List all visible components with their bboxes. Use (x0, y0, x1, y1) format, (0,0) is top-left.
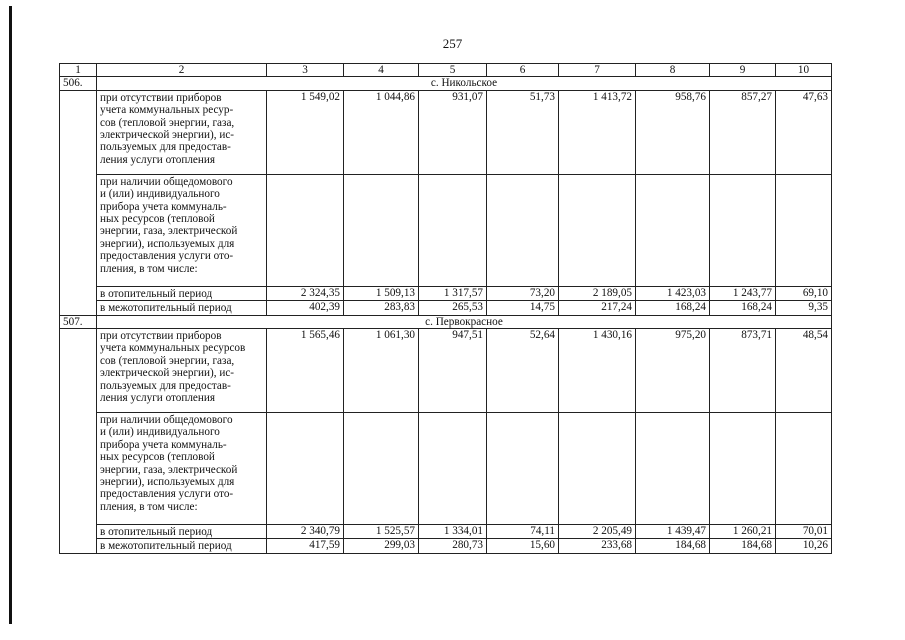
description-line: пления, в том числе: (100, 500, 198, 513)
description-line: энергии, газа, электрической (100, 225, 238, 238)
value-cell: 280,73 (419, 539, 487, 553)
description-line: предоставления услуги ото- (100, 488, 234, 501)
value-cell: 217,24 (559, 301, 636, 315)
value-cell: 70,01 (776, 525, 832, 539)
value-cell: 417,59 (267, 539, 344, 553)
value-cell: 233,68 (559, 539, 636, 553)
table-row (60, 286, 832, 300)
value-cell (776, 413, 832, 525)
value-cell: 299,03 (344, 539, 419, 553)
value-cell: 1 243,77 (710, 286, 776, 300)
description-line: пользуемых для предостав- (100, 379, 231, 392)
column-header: 2 (97, 64, 267, 77)
value-cell: 1 439,47 (636, 525, 710, 539)
value-cell: 1 061,30 (344, 329, 419, 413)
value-cell: 2 324,35 (267, 286, 344, 300)
table-body (60, 64, 832, 554)
description-line: прибора учета коммуналь- (100, 438, 227, 451)
description-line: учета коммунальных ресурсов (100, 342, 246, 355)
value-cell: 1 317,57 (419, 286, 487, 300)
description-line: ных ресурсов (тепловой (100, 451, 215, 464)
value-cell: 51,73 (487, 90, 559, 174)
header-row (60, 64, 832, 77)
description-line: и (или) индивидуального (100, 188, 220, 201)
value-cell: 2 189,05 (559, 286, 636, 300)
value-cell (710, 174, 776, 286)
value-cell: 52,64 (487, 329, 559, 413)
table-row (60, 413, 832, 525)
description-line: в отопительный период (100, 287, 213, 300)
column-header: 7 (559, 64, 636, 77)
description-line: сов (тепловой энергии, газа, (100, 116, 235, 129)
value-cell (776, 174, 832, 286)
column-header: 10 (776, 64, 832, 77)
value-cell: 1 423,03 (636, 286, 710, 300)
section-number: 507. (60, 315, 97, 328)
description-line: учета коммунальных ресур- (100, 104, 234, 117)
row-description (97, 90, 267, 174)
row-description (97, 301, 267, 315)
description-line: при наличии общедомового (100, 414, 233, 427)
value-cell (267, 413, 344, 525)
column-header: 4 (344, 64, 419, 77)
location-row (60, 315, 832, 328)
value-cell (487, 174, 559, 286)
column-header: 6 (487, 64, 559, 77)
description-line: предоставления услуги ото- (100, 250, 234, 263)
value-cell: 73,20 (487, 286, 559, 300)
tariff-table (59, 63, 832, 554)
table-row (60, 525, 832, 539)
value-cell: 947,51 (419, 329, 487, 413)
value-cell: 1 260,21 (710, 525, 776, 539)
value-cell: 74,11 (487, 525, 559, 539)
table-row (60, 539, 832, 553)
description-line: в межотопительный период (100, 540, 232, 553)
value-cell (344, 413, 419, 525)
value-cell: 69,10 (776, 286, 832, 300)
description-line: энергии), используемых для (100, 237, 235, 250)
section-number: 506. (60, 77, 97, 90)
description-line: ления услуги отопления (100, 153, 216, 166)
description-line: энергии, газа, электрической (100, 463, 238, 476)
row-description (97, 413, 267, 525)
value-cell: 1 044,86 (344, 90, 419, 174)
value-cell: 283,83 (344, 301, 419, 315)
value-cell: 402,39 (267, 301, 344, 315)
value-cell: 873,71 (710, 329, 776, 413)
row-description (97, 286, 267, 300)
value-cell: 1 430,16 (559, 329, 636, 413)
value-cell (559, 174, 636, 286)
value-cell: 2 205,49 (559, 525, 636, 539)
value-cell: 9,35 (776, 301, 832, 315)
description-line: сов (тепловой энергии, газа, (100, 354, 235, 367)
value-cell: 14,75 (487, 301, 559, 315)
section-spacer-cell (60, 90, 97, 315)
value-cell: 1 334,01 (419, 525, 487, 539)
description-line: энергии), используемых для (100, 476, 235, 489)
value-cell: 184,68 (636, 539, 710, 553)
row-description (97, 329, 267, 413)
value-cell: 47,63 (776, 90, 832, 174)
value-cell: 1 565,46 (267, 329, 344, 413)
table-row (60, 90, 832, 174)
value-cell: 1 525,57 (344, 525, 419, 539)
value-cell: 1 549,02 (267, 90, 344, 174)
value-cell: 10,26 (776, 539, 832, 553)
page-number: 257 (442, 36, 463, 51)
value-cell (710, 413, 776, 525)
column-header: 3 (267, 64, 344, 77)
value-cell: 2 340,79 (267, 525, 344, 539)
settlement-name: с. Никольское (97, 77, 832, 90)
value-cell: 48,54 (776, 329, 832, 413)
table-row (60, 329, 832, 413)
description-line: и (или) индивидуального (100, 426, 220, 439)
row-description (97, 174, 267, 286)
description-line: в отопительный период (100, 526, 213, 539)
description-line: ления услуги отопления (100, 392, 216, 405)
description-line: электрической энергии), ис- (100, 129, 235, 142)
description-line: при наличии общедомового (100, 175, 233, 188)
value-cell: 857,27 (710, 90, 776, 174)
description-line: электрической энергии), ис- (100, 367, 235, 380)
description-line: в межотопительный период (100, 302, 232, 315)
value-cell: 958,76 (636, 90, 710, 174)
description-line: прибора учета коммуналь- (100, 200, 227, 213)
row-description (97, 525, 267, 539)
value-cell (636, 174, 710, 286)
value-cell (419, 413, 487, 525)
settlement-name: с. Первокрасное (97, 315, 832, 328)
description-line: при отсутствии приборов (100, 91, 222, 104)
value-cell: 15,60 (487, 539, 559, 553)
value-cell (344, 174, 419, 286)
value-cell: 168,24 (710, 301, 776, 315)
description-line: ных ресурсов (тепловой (100, 213, 215, 226)
value-cell (559, 413, 636, 525)
table-row (60, 174, 832, 286)
value-cell (419, 174, 487, 286)
row-description (97, 539, 267, 553)
description-line: пления, в том числе: (100, 262, 198, 275)
page-edge-bar (9, 6, 12, 624)
column-header: 8 (636, 64, 710, 77)
value-cell: 184,68 (710, 539, 776, 553)
table-row (60, 301, 832, 315)
value-cell: 1 509,13 (344, 286, 419, 300)
value-cell (636, 413, 710, 525)
value-cell (267, 174, 344, 286)
value-cell: 975,20 (636, 329, 710, 413)
value-cell: 168,24 (636, 301, 710, 315)
column-header: 5 (419, 64, 487, 77)
value-cell: 265,53 (419, 301, 487, 315)
column-header: 9 (710, 64, 776, 77)
section-spacer-cell (60, 329, 97, 554)
value-cell (487, 413, 559, 525)
value-cell: 931,07 (419, 90, 487, 174)
column-header: 1 (60, 64, 97, 77)
description-line: при отсутствии приборов (100, 330, 222, 343)
value-cell: 1 413,72 (559, 90, 636, 174)
description-line: пользуемых для предостав- (100, 141, 231, 154)
location-row (60, 77, 832, 90)
